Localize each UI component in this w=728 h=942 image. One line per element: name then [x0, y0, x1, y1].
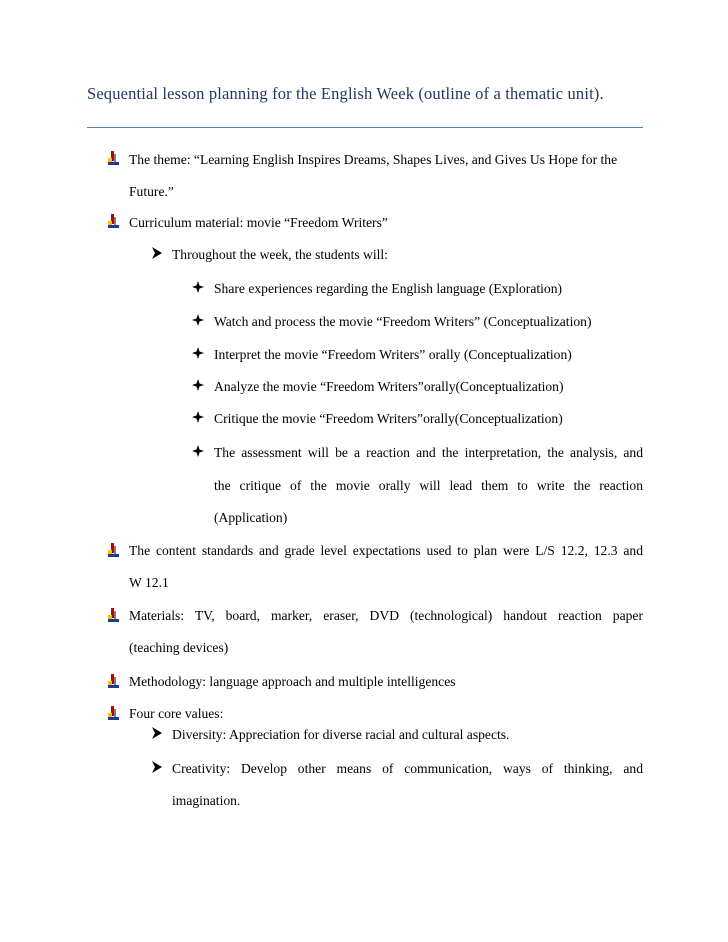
diamond-bullet-icon: [192, 379, 204, 391]
standards-line-2: W 12.1: [129, 575, 169, 590]
page-title: Sequential lesson planning for the English Week (outline of a thematic unit).: [87, 84, 604, 103]
arrow-bullet-icon: [152, 761, 162, 773]
theme-line-2: Future.”: [129, 184, 174, 199]
book-bullet-icon: [107, 214, 119, 228]
book-bullet-icon: [107, 151, 119, 165]
theme-line-1: The theme: “Learning English Inspires Dreams, Shapes Lives, and Gives Us Hope for the: [129, 152, 618, 167]
diamond-bullet-icon: [192, 445, 204, 457]
activity-share: Share experiences regarding the English language (Exploration): [214, 281, 563, 296]
title-rule: [87, 127, 643, 128]
assessment-line-3: (Application): [214, 510, 288, 525]
value-creativity-line-2: imagination.: [172, 793, 241, 808]
core-values-line: Four core values:: [129, 706, 224, 721]
diamond-bullet-icon: [192, 314, 204, 326]
diamond-bullet-icon: [192, 411, 204, 423]
diamond-bullet-icon: [192, 281, 204, 293]
standards-line-1: The content standards and grade level expectations used to plan were L/S 12.2, 12.3 and: [129, 543, 643, 558]
activity-analyze: Analyze the movie “Freedom Writers”orally(Conceptualization): [214, 379, 564, 394]
arrow-bullet-icon: [152, 247, 162, 259]
value-diversity: Diversity: Appreciation for diverse racial and cultural aspects.: [172, 727, 510, 742]
book-bullet-icon: [107, 674, 119, 688]
book-bullet-icon: [107, 608, 119, 622]
assessment-line-1: The assessment will be a reaction and the interpretation, the analysis, and: [214, 445, 643, 460]
book-bullet-icon: [107, 543, 119, 557]
throughout-line: Throughout the week, the students will:: [172, 247, 388, 262]
activity-watch: Watch and process the movie “Freedom Writers” (Conceptualization): [214, 314, 592, 329]
diamond-bullet-icon: [192, 347, 204, 359]
materials-line-1: Materials: TV, board, marker, eraser, DVD (technological) handout reaction paper: [129, 608, 643, 623]
book-bullet-icon: [107, 706, 119, 720]
curriculum-line: Curriculum material: movie “Freedom Writers”: [129, 215, 388, 230]
activity-interpret: Interpret the movie “Freedom Writers” orally (Conceptualization): [214, 347, 572, 362]
arrow-bullet-icon: [152, 727, 162, 739]
value-creativity-line-1: Creativity: Develop other means of communication, ways of thinking, and: [172, 761, 643, 776]
assessment-line-2: the critique of the movie orally will lead them to write the reaction: [214, 478, 643, 493]
materials-line-2: (teaching devices): [129, 640, 229, 655]
methodology-line: Methodology: language approach and multiple intelligences: [129, 674, 456, 689]
activity-critique: Critique the movie “Freedom Writers”orally(Conceptualization): [214, 411, 563, 426]
